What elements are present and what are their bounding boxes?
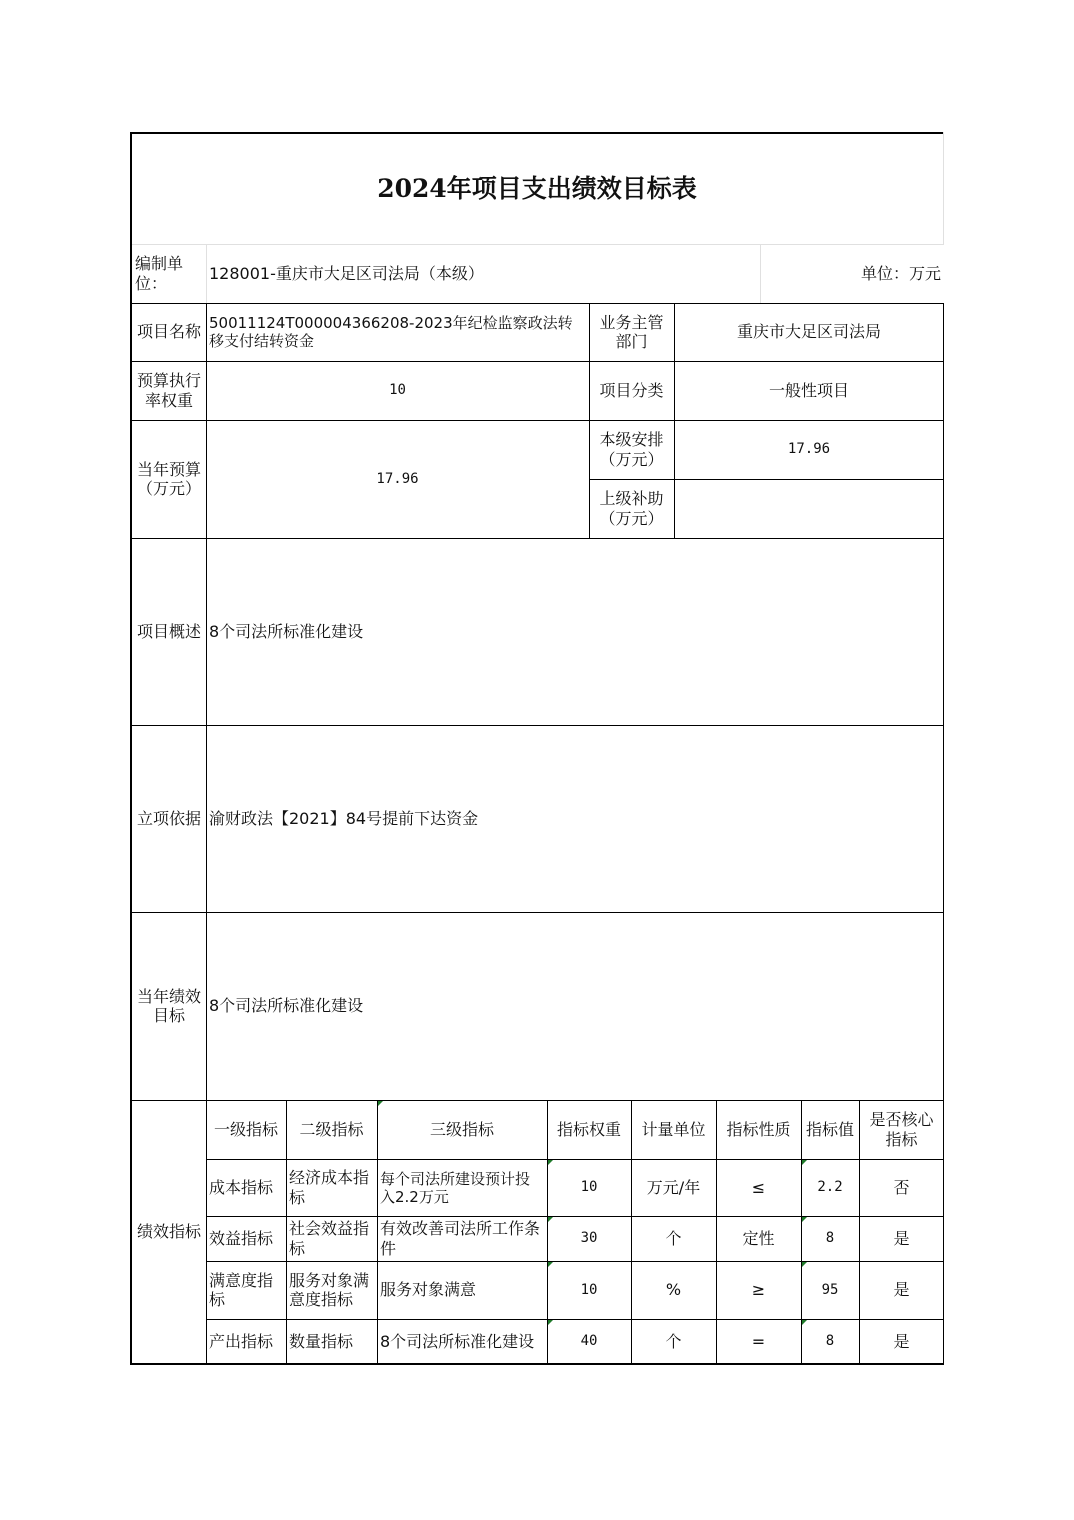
table-cell: %	[665, 1280, 682, 1300]
local-arrangement-label: 本级安排（万元）	[599, 430, 664, 469]
header-level3: 三级指标	[429, 1119, 494, 1139]
overview-label: 项目概述	[136, 621, 201, 641]
budget-label: 当年预算（万元）	[136, 459, 201, 498]
table-cell: 满意度指标	[209, 1270, 274, 1309]
header-weight: 指标权重	[556, 1119, 621, 1139]
basis-value: 渝财政法【2021】84号提前下达资金	[209, 808, 479, 828]
table-cell: 10	[580, 1179, 598, 1196]
header-level2: 二级指标	[299, 1119, 364, 1139]
indicators-section-label: 绩效指标	[136, 1222, 201, 1242]
dept-label: 业务主管部门	[599, 312, 664, 351]
table-cell: 定性	[742, 1228, 775, 1248]
table-cell: 10	[580, 1281, 598, 1298]
table-cell: 8	[825, 1333, 835, 1350]
cell-marker-icon	[548, 1217, 553, 1222]
table-cell: 8个司法所标准化建设	[380, 1331, 535, 1351]
table-cell: 是	[893, 1280, 910, 1300]
annual-goal-label: 当年绩效目标	[136, 986, 201, 1025]
superior-subsidy-label: 上级补助（万元）	[599, 489, 664, 528]
header-unit: 计量单位	[641, 1119, 706, 1139]
table-cell: 万元/年	[646, 1177, 701, 1197]
header-nature: 指标性质	[726, 1119, 791, 1139]
table-cell: 产出指标	[209, 1331, 274, 1351]
table-cell: 成本指标	[209, 1177, 274, 1197]
table-cell: 是	[893, 1228, 910, 1248]
header-level1: 一级指标	[213, 1119, 278, 1139]
category-label: 项目分类	[599, 380, 664, 400]
table-cell: ≤	[751, 1177, 766, 1197]
table-cell: 否	[893, 1177, 910, 1197]
project-name-value: 50011124T000004366208-2023年纪检监察政法转移支付结转资金	[209, 314, 573, 350]
table-cell: 经济成本指标	[289, 1168, 370, 1207]
table-cell: 社会效益指标	[289, 1219, 370, 1258]
cell-marker-icon	[802, 1320, 807, 1325]
prepared-unit-label: 编制单位：	[135, 254, 184, 293]
header-value: 指标值	[805, 1119, 854, 1139]
table-cell: 有效改善司法所工作条件	[380, 1219, 541, 1258]
exec-weight-label: 预算执行率权重	[136, 371, 201, 410]
category-value: 一般性项目	[768, 380, 849, 400]
dept-value: 重庆市大足区司法局	[736, 322, 881, 342]
budget-value: 17.96	[376, 470, 419, 487]
basis-label: 立项依据	[136, 808, 201, 828]
exec-weight-value: 10	[389, 382, 406, 399]
table-cell: 每个司法所建设预计投入2.2万元	[380, 1169, 531, 1206]
page-title: 2024年项目支出绩效目标表	[377, 174, 697, 203]
cell-marker-icon	[802, 1160, 807, 1165]
table-cell: 是	[893, 1331, 910, 1351]
cell-marker-icon	[548, 1320, 553, 1325]
table-cell: 服务对象满意	[380, 1280, 477, 1300]
table-cell: 个	[665, 1331, 682, 1351]
cell-marker-icon	[802, 1262, 807, 1267]
performance-target-sheet	[130, 132, 944, 1365]
table-cell: =	[751, 1331, 766, 1351]
table-cell: 30	[580, 1230, 598, 1247]
local-arrangement-value: 17.96	[787, 441, 831, 458]
table-cell: 95	[821, 1281, 839, 1298]
table-cell: 数量指标	[289, 1331, 354, 1351]
table-cell: ≥	[751, 1280, 766, 1300]
table-cell: 40	[580, 1333, 598, 1350]
cell-marker-icon	[548, 1262, 553, 1267]
currency-unit: 单位：万元	[860, 263, 941, 283]
cell-marker-icon	[378, 1101, 383, 1106]
table-cell: 个	[665, 1228, 682, 1248]
table-cell: 服务对象满意度指标	[289, 1270, 370, 1309]
project-name-label: 项目名称	[136, 322, 201, 342]
table-cell: 2.2	[817, 1179, 843, 1196]
table-cell: 8	[825, 1230, 835, 1247]
overview-value: 8个司法所标准化建设	[209, 621, 364, 641]
header-core: 是否核心指标	[869, 1110, 934, 1149]
prepared-unit-value: 128001-重庆市大足区司法局（本级）	[209, 263, 484, 283]
cell-marker-icon	[548, 1160, 553, 1165]
superior-subsidy-value	[674, 479, 944, 538]
cell-marker-icon	[802, 1217, 807, 1222]
annual-goal-value: 8个司法所标准化建设	[209, 996, 364, 1016]
table-cell: 效益指标	[209, 1228, 274, 1248]
